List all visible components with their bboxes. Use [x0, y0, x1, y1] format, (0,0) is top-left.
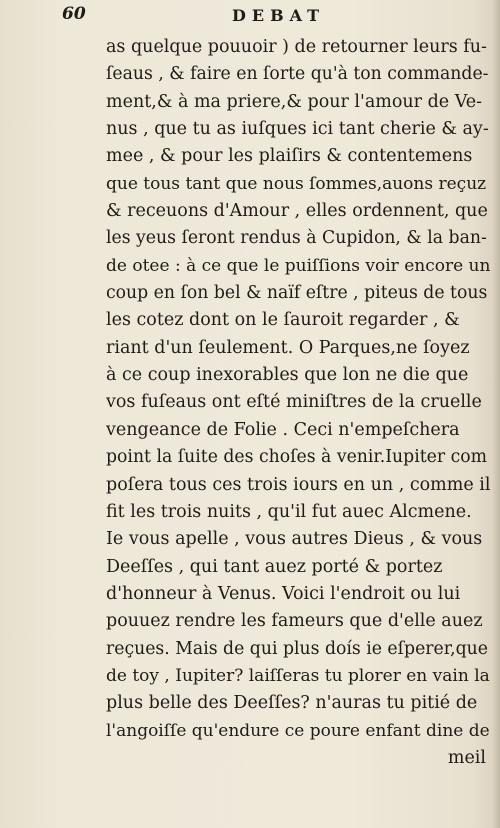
text-line: point la ſuite des choſes à venir.Iupiter com [106, 447, 487, 468]
text-line: Ie vous apelle , vous autres Dieus , & vous [106, 529, 483, 550]
text-line: vengeance de Folie . Ceci n'empeſchera [106, 419, 460, 440]
text-line: coup en ſon bel & naïf eſtre , piteus de tous [106, 283, 488, 304]
page-header [0, 0, 500, 30]
text-line: fit les trois nuits , qu'il fut auec Alcmene. [106, 501, 472, 522]
text-line: à ce coup inexorables que lon ne die que [106, 365, 469, 386]
running-title: DEBAT [232, 6, 326, 25]
page-edge-shadow [492, 0, 500, 828]
text-line: de otee : à ce que le puiſſions voir encore un [106, 255, 490, 276]
text-line: l'angoiſſe qu'endure ce poure enfant dine de [106, 720, 490, 741]
text-line: reçues. Mais de qui plus doís ie eſperer,que [106, 638, 488, 659]
text-line: riant d'un ſeulement. O Parques,ne ſoyez [106, 337, 470, 358]
text-line: vos fuſeaus ont eſté miniſtres de la cruelle [106, 392, 482, 413]
text-line: mee , & pour les plaiſirs & contentemens [106, 146, 473, 167]
text-line: les yeus ſeront rendus à Cupidon, & la ban- [106, 228, 487, 249]
body-text [106, 34, 490, 772]
text-line: nus , que tu as iuſques ici tant cherie & ay- [106, 119, 489, 140]
text-line: d'honneur à Venus. Voici l'endroit ou lui [106, 583, 461, 604]
text-line: que tous tant que nous ſommes,auons reçuz [106, 173, 487, 194]
page-number: 60 [62, 4, 86, 24]
text-line: ment,& à ma priere,& pour l'amour de Ve- [106, 91, 483, 112]
text-line: ſeaus , & faire en ſorte qu'à ton commande- [106, 64, 489, 85]
text-line: les cotez dont on le ſauroit regarder , & [106, 310, 460, 331]
text-line: pouuez rendre les fameurs que d'elle auez [106, 611, 483, 632]
text-line: Deeſſes , qui tant auez porté & portez [106, 556, 443, 577]
text-line: poſera tous ces trois iours en un , comme il [106, 474, 490, 495]
text-line: de toy , Iupiter? laiſſeras tu plorer en vain la [106, 665, 490, 686]
text-line: plus belle des Deeſſes? n'auras tu pitié de [106, 693, 478, 714]
catchword: meil [447, 747, 486, 768]
text-line: & receuons d'Amour , elles ordennent, que [106, 201, 488, 222]
text-line: as quelque pouuoir ) de retourner leurs fu- [106, 37, 487, 57]
